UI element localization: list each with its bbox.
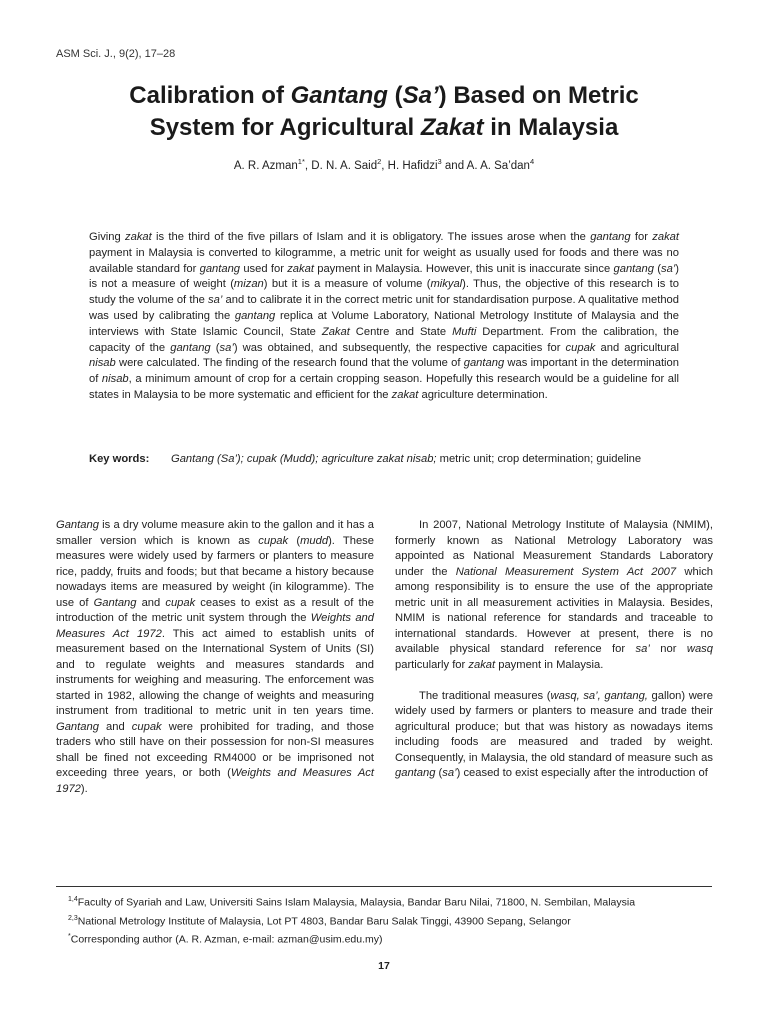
title-text-italic: Gantang (290, 82, 388, 109)
emphasis-text: sa’ (442, 767, 457, 779)
emphasis-text: sa’ (208, 294, 223, 307)
emphasis-text: Gantang (56, 720, 99, 733)
emphasis-text: gantang (234, 309, 276, 322)
emphasis-text: mizan (233, 278, 264, 291)
footnote-mark: 1,4 (68, 896, 78, 903)
emphasis-text: Mufti (452, 325, 477, 338)
body-text: and agricultural (595, 341, 679, 354)
emphasis-text: gantang (590, 231, 631, 243)
body-text: ) is not a measure of weight ( (89, 262, 680, 291)
footnotes (68, 892, 728, 948)
keywords-text-italic: Gantang (Sa’); cupak (Mudd); agriculture zakat nisab; (171, 453, 437, 465)
emphasis-text: zakat (468, 658, 496, 671)
body-paragraph (56, 518, 374, 797)
author-name: , H. Hafidzi (381, 159, 438, 172)
emphasis-text: Gantang (56, 519, 99, 531)
body-text: ) but it is a measure of volume ( (263, 278, 431, 291)
body-text: is the third of the five pillars of Islam and it is obligatory. The issues arose when the (151, 231, 591, 243)
emphasis-text: cupak (165, 596, 196, 609)
body-text: Centre and State (349, 325, 453, 338)
body-text: is a dry volume measure akin to the gallon and it has a smaller version which is known as (56, 519, 374, 547)
emphasis-text: wasq (686, 643, 713, 655)
emphasis-text: National Measurement System Act 2007 (455, 565, 677, 578)
body-text: ( (435, 767, 443, 779)
body-paragraph (395, 689, 713, 782)
body-text: was important in the determination of (89, 357, 679, 386)
emphasis-text: gantang (170, 341, 211, 354)
body-column-right (395, 518, 713, 782)
keywords-text-plain: metric unit; crop determination; guideline (436, 453, 642, 465)
body-text: payment in Malaysia. However, this unit is inaccurate since (313, 262, 614, 275)
emphasis-text: gantang (395, 767, 436, 779)
author-affiliation-mark: 4 (529, 157, 535, 166)
emphasis-text: nisab (101, 373, 129, 386)
author-affiliation-mark: 1* (297, 157, 305, 166)
body-text: and to calibrate it in the correct metric unit for standardisation purpose. A qualitative method was used by calibrating the (89, 294, 679, 322)
body-text: , a minimum amount of crop for a certain cropping season. Hopefully this research would be a guideline for all states in Malaysia to be more systematic and efficient for the (89, 373, 679, 401)
author-list (60, 157, 708, 172)
body-text: ( (288, 534, 301, 547)
title-text: Calibration of (129, 82, 291, 109)
paper-title (60, 80, 708, 144)
emphasis-text: zakat (125, 231, 152, 243)
keywords (89, 452, 679, 468)
body-text: ). These measures were widely used by farmers or planters to measure rice, paddy, fruits and foods; but that became a history because nowadays items are measured by weight (in kilogramme). The use of (56, 534, 375, 609)
body-text: and (98, 720, 132, 733)
footnote-mark: * (68, 933, 71, 940)
body-text: gallon) were widely used by farmers or planters to measure and trade their agricultural produce; but that was history as nowadays items including foods are measured and traded by weight. Consequently, in Malaysia, the old standard of measure such as (395, 689, 713, 764)
body-text: were calculated. The finding of the research found that the volume of (115, 357, 464, 370)
emphasis-text: Weights and Measures Act 1972 (56, 767, 374, 795)
body-text: ). Thus, the objective of this research is to study the volume of the (89, 278, 680, 307)
journal-reference: ASM Sci. J., 9(2), 17–28 (56, 48, 176, 60)
footnote-item (68, 892, 728, 911)
body-text: ( (653, 262, 661, 275)
author-name: A. R. Azman (233, 159, 298, 172)
body-text: for (630, 231, 653, 243)
body-paragraph (395, 518, 713, 673)
emphasis-text: cupak (131, 720, 162, 733)
footnote-item (68, 911, 728, 930)
emphasis-text: sa’ (660, 262, 676, 275)
body-text: . This act aimed to establish units of measurement based on the International System of Units (SI) and to regulate weights and measures standards and instruments for weighing and measuring. The enforcement was started in 1982, allowing the change of weights and measuring instrument from traditional to metric unit in ten years time. (56, 627, 374, 717)
footnote-item (68, 929, 728, 948)
body-text: payment in Malaysia. (495, 658, 604, 671)
title-text-italic: Zakat (420, 114, 484, 141)
emphasis-text: Gantang (93, 596, 137, 609)
emphasis-text: sa’ (219, 341, 234, 354)
author-name: , D. N. A. Said (304, 159, 378, 172)
emphasis-text: Weights and Measures Act 1972 (56, 612, 374, 640)
body-text: Giving (89, 231, 125, 243)
emphasis-text: mikyal (430, 278, 463, 291)
body-text: ceases to exist as a result of the introduction of the metric unit system through the (56, 596, 374, 624)
emphasis-text: gantang (613, 262, 654, 275)
emphasis-text: cupak (258, 534, 289, 547)
author-name: and A. A. Sa’dan (441, 159, 530, 172)
emphasis-text: gantang (199, 262, 241, 275)
body-text: nor (649, 643, 687, 655)
footnote-text: National Metrology Institute of Malaysia, Lot PT 4803, Bandar Baru Salak Tinggi, 43900 Sepang, Selangor (77, 915, 571, 927)
footnote-text: Corresponding author (A. R. Azman, e-mail: azman@usim.edu.my) (70, 933, 383, 946)
title-text: System for Agricultural (149, 114, 421, 141)
emphasis-text: sa’ (635, 643, 650, 655)
body-column-left (56, 518, 374, 797)
title-text: ( (387, 82, 403, 109)
abstract (89, 230, 679, 404)
keywords-text (171, 452, 679, 468)
body-text: The traditional measures ( (419, 689, 551, 702)
emphasis-text: zakat (287, 262, 314, 275)
title-text: in Malaysia (483, 114, 619, 141)
body-text: replica at Volume Laboratory, National Metrology Institute of Malaysia and the interviews with State Islamic Council, State (89, 309, 679, 338)
emphasis-text: wasq, sa’, gantang, (550, 689, 648, 702)
emphasis-text: nisab (89, 357, 116, 370)
author-affiliation-mark: 2 (377, 157, 382, 166)
emphasis-text: gantang (463, 357, 505, 370)
body-text: ( (210, 341, 220, 354)
body-text: were prohibited for trading, and those traders who still have on their possession for non-SI measures shall be fined not exceeding RM4000 or be imprisoned not exceeding three years, or both ( (56, 720, 374, 779)
author-affiliation-mark: 3 (437, 157, 442, 166)
emphasis-text: zakat (391, 388, 419, 401)
title-text: ) Based on Metric (438, 82, 639, 109)
body-text: Department. From the calibration, the capacity of the (89, 325, 679, 354)
keywords-label: Key words: (89, 453, 150, 465)
body-text: and (136, 596, 166, 609)
body-text: particularly for (395, 658, 469, 671)
footnote-divider (56, 886, 712, 887)
body-text: agriculture determination. (418, 388, 548, 401)
page-number: 17 (378, 960, 390, 972)
footnote-mark: 2,3 (68, 914, 78, 922)
body-text: ) was obtained, and subsequently, the respective capacities for (233, 341, 566, 354)
emphasis-text: Zakat (321, 325, 350, 338)
body-text: ) ceased to exist especially after the introduction of (456, 767, 708, 779)
emphasis-text: zakat (652, 231, 680, 243)
emphasis-text: mudd (300, 534, 329, 547)
title-text-italic: Sa’ (402, 82, 439, 109)
body-text: payment in Malaysia is converted to kilogramme, a metric unit for weight as usually used for foods and there was no available standard for (89, 246, 679, 275)
body-text: which among responsibility is to ensure the use of the appropriate metric unit in all measurement activities in Malaysia. Besides, NMIM is national reference for standards and traceable to international standards. However at present, there is no available physical standard reference for (395, 565, 714, 655)
body-text: In 2007, National Metrology Institute of Malaysia (NMIM), formerly known as National Metrology Laboratory was appointed as National Measurement Standards Laboratory under the (395, 519, 713, 578)
footnote-text: Faculty of Syariah and Law, Universiti Sains Islam Malaysia, Malaysia, Bandar Baru Nilai, 71800, N. Sembilan, Malaysia (77, 896, 636, 909)
body-text: used for (240, 262, 288, 275)
body-text: ). (80, 782, 88, 795)
emphasis-text: cupak (565, 341, 596, 354)
